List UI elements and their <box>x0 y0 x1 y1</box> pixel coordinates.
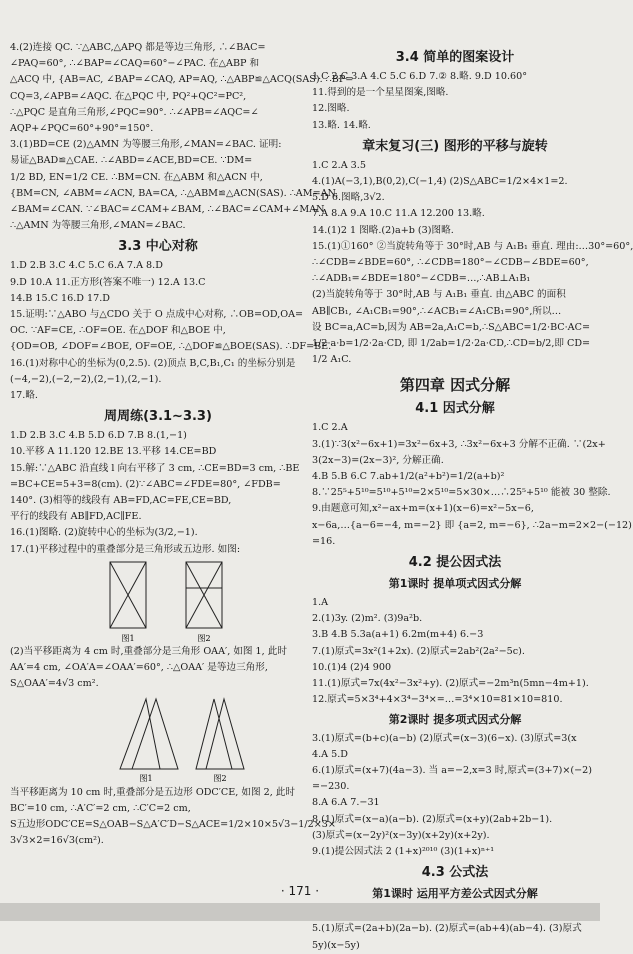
answer-line: AQP+∠PQC=60°+90°=150°. <box>10 123 154 135</box>
answer-line: 17.(1)平移过程中的重叠部分是三角形或五边形. 如图: <box>10 543 241 555</box>
answer-line: 7.(1)原式=3x²(1+2x). (2)原式=2ab²(2a²−5c). <box>312 645 525 657</box>
answer-line: 1.A <box>312 597 329 609</box>
answer-line: =BC+CE=5+3=8(cm). (2)∵∠ABC=∠FDE=80°, ∠FDB= <box>10 478 281 490</box>
page-number: · 171 · <box>280 884 320 898</box>
answer-line: ∴∠CDB=∠BDE=60°, ∴∠CDB=180°−∠CDB−∠BDE=60°, <box>312 257 589 269</box>
answer-line: 10.(1)4 (2)4 900 <box>312 661 392 673</box>
figure-row <box>10 558 306 644</box>
answer-line: CQ=3,∠APB=∠AQC. 在△PQC 中, PQ²+QC²=PC², <box>10 90 247 102</box>
answer-line: 140°. (3)相等的线段有 AB=FD,AC=FE,CE=BD, <box>10 495 232 507</box>
answer-line: 4.(2)连接 QC. ∵△ABC,△APQ 都是等边三角形, ∴∠BAC= <box>10 42 266 53</box>
answer-line: 14.B 15.C 16.D 17.D <box>10 292 110 304</box>
answer-line: △ACQ 中, {AB=AC, ∠BAP=∠CAQ, AP=AQ, ∴△ABP≌△ACQ(SAS). ∴BP= <box>10 74 354 86</box>
answer-line: 1.D 2.B 3.C 4.C 5.C 6.A 7.A 8.D <box>10 260 163 272</box>
answer-line: BC′=10 cm, ∴A′C′=2 cm, ∴C′C=2 cm, <box>10 802 191 814</box>
answer-line: 4.(1)A(−3,1),B(0,2),C(−1,4) (2)S△ABC=1/2×4×1=2. <box>312 176 568 188</box>
answer-line: ∴△AMN 为等腰三角形,∠MAN=∠BAC. <box>10 220 186 232</box>
answer-line: 1.C 2.C 3.A 4.C 5.C 6.D 7.② 8.略. 9.D 10.60° <box>312 71 528 82</box>
answer-line: 平行的线段有 AB∥FD,AC∥FE. <box>10 511 142 523</box>
answer-block <box>10 785 336 850</box>
answer-line: 设 BC=a,AC=b,因为 AB=2a,A₁C=b,∴S△ABC=1/2·BC·AC= <box>312 321 590 333</box>
section-heading: 4.1 因式分解 <box>415 401 495 417</box>
answer-block <box>312 69 598 134</box>
answer-line: 6.(1)原式=(x+7)(4a−3). 当 a=−2,x=3 时,原式=(3+7)×(−2) <box>312 764 593 776</box>
figure-row <box>10 693 306 785</box>
answer-line: 3.(1)原式=(b+c)(a−b) (2)原式=(x−3)(6−x). (3)原式=3(x <box>312 732 577 744</box>
answer-line: 1/2 A₁C. <box>312 354 352 366</box>
answer-line: 8.A 6.A 7.−31 <box>312 797 380 809</box>
answer-line: ∠PAQ=60°, ∴∠BAP=∠CAQ=60°−∠PAC. 在△ABP 和 <box>10 58 260 70</box>
answer-line: 1/2·a·b=1/2·2a·CD, 即 1/2ab=1/2·2a·CD,∴CD=b/2,即 CD= <box>312 338 591 350</box>
answer-line: 3.(1)BD=CE (2)△AMN 为等腰三角形,∠MAN=∠BAC. 证明: <box>10 139 282 151</box>
answer-line: {OD=OB, ∠DOF=∠BOE, OF=OE, ∴△DOF≌△BOE(SAS). ∴DF=BE. <box>10 341 332 353</box>
bottom-binding-bar <box>0 903 600 921</box>
answer-line: 16.(1)对称中心的坐标为(0,2.5). (2)顶点 B,C,B₁,C₁ 的坐标分别是 <box>10 357 296 369</box>
answer-block <box>312 595 598 708</box>
answer-line: 易证△BAD≌△CAE. ∴∠ABD=∠ACE,BD=CE. ∵DM= <box>10 155 253 167</box>
answer-line: 3(2x−3)=(2x−3)², 分解正确. <box>312 454 444 466</box>
answer-line: OC. ∵AF=CE, ∴OF=OE. 在△DOF 和△BOE 中, <box>10 325 226 337</box>
answer-line: 5y)(x−5y) <box>312 939 360 951</box>
answer-line: 15.(1)①160° ②当旋转角等于 30°时,AB 与 A₁B₁ 垂直. 理由:…30°=60°, <box>312 240 633 252</box>
answer-line: {BM=CN, ∠ABM=∠ACN, BA=CA, ∴△ABM≌△ACN(SAS). ∴AM=AN, <box>10 187 339 199</box>
figure-caption: 图2 <box>197 633 211 643</box>
figure-caption: 图1 <box>139 773 153 783</box>
answer-line: AA′=4 cm, ∠OA′A=∠OAA′=60°, ∴△OAA′ 是等边三角形, <box>10 662 268 674</box>
answer-line: 1.C 2.A <box>312 422 348 434</box>
answer-line: S△OAA′=4√3 cm². <box>10 678 99 690</box>
section-heading: 4.2 提公因式法 <box>408 555 502 571</box>
answer-line: AB∥CB₁, ∠A₁CB₁=90°,∴∠ACB₁=∠A₁CB₁=90°,所以… <box>312 305 562 317</box>
answer-line: 2.(1)3y. (2)m². (3)9a²b. <box>312 613 423 625</box>
answer-block <box>312 731 598 861</box>
answer-line: 9.(1)提公因式法 2 (1+x)²⁰¹⁰ (3)(1+x)ⁿ⁺¹ <box>312 845 495 857</box>
right-column <box>312 40 633 954</box>
section-heading: 章末复习(三) 图形的平移与旋转 <box>362 138 548 154</box>
lesson-heading: 第2课时 提多项式因式分解 <box>388 712 522 726</box>
answer-block <box>10 644 306 693</box>
answer-line: 1.D 2.B 3.C 4.B 5.D 6.D 7.B 8.(1,−1) <box>10 430 187 442</box>
answer-line: 13.略. 14.略. <box>312 119 371 131</box>
answer-line: (3)原式=(x−2y)²(x−3y)(x+2y)(x+2y). <box>312 829 490 841</box>
triangle-figures <box>10 693 306 785</box>
answer-line: 9.D 10.A 11.正方形(答案不唯一) 12.A 13.C <box>10 276 206 288</box>
answer-line: S五边形ODC′CE=S△OAB−S△A′C′D−S△ACE=1/2×10×5√3−1/2×3× <box>10 818 336 830</box>
answer-block <box>312 158 633 369</box>
answer-line: 12.原式=5×3⁴+4×3⁴−3⁴×=…=3⁴×10=81×10=810. <box>312 694 563 706</box>
answer-line: 1.C 2.A 3.5 <box>312 159 366 171</box>
answer-line: 5.(1)原式=(2a+b)(2a−b). (2)原式=(ab+4)(ab−4). (3)原式 <box>312 923 582 935</box>
answer-line: =−230. <box>312 781 350 793</box>
answer-line: 1/2 BD, EN=1/2 CE. ∴BM=CN. 在△ABM 和△ACN 中, <box>10 171 263 183</box>
answer-line: ∠BAM=∠CAN. ∵∠BAC=∠CAM+∠BAM, ∴∠BAC=∠CAM+∠MAN. <box>10 204 327 216</box>
answer-block <box>10 428 306 558</box>
answer-line: 4.B 5.B 6.C 7.ab+1/2(a²+b²)=1/2(a+b)² <box>312 471 505 483</box>
answer-line: 8.(1)原式=(x−a)(a−b). (2)原式=(x+y)(2ab+2b−1). <box>312 813 553 825</box>
answer-line: 当平移距离为 10 cm 时,重叠部分是五边形 ODC′CE, 如图 2, 此时 <box>10 786 295 798</box>
answer-line: 14.(1)2 1 图略.(2)a+b (3)图略. <box>312 224 454 236</box>
answer-block <box>312 420 632 550</box>
figure-caption: 图1 <box>121 633 135 643</box>
answer-line: 17.略. <box>10 390 38 402</box>
section-heading: 3.3 中心对称 <box>118 239 198 255</box>
answer-line: ∴∠ADB₁=∠BDE=180°−∠CDB=…,∴AB⊥A₁B₁ <box>312 273 531 285</box>
answer-line: 7.A 8.A 9.A 10.C 11.A 12.200 13.略. <box>312 208 485 220</box>
rect-figures <box>10 558 306 644</box>
section-heading: 3.4 简单的图案设计 <box>395 50 515 65</box>
lesson-heading: 第1课时 提单项式因式分解 <box>388 577 522 591</box>
chapter-heading: 第四章 因式分解 <box>399 376 511 395</box>
answer-line: 10.平移 A 11.120 12.BE 13.平移 14.CE=BD <box>10 446 217 458</box>
answer-line: (−4,−2),(−2,−2),(2,−1),(2,−1). <box>10 373 162 385</box>
answer-line: ∴△PQC 是直角三角形,∠PQC=90°. ∴∠APB=∠AQC=∠ <box>10 106 259 118</box>
answer-line: 3√3×2=16√3(cm²). <box>10 835 104 847</box>
answer-line: 3.B 4.B 5.3a(a+1) 6.2m(m+4) 6.−3 <box>312 629 484 641</box>
section-heading: 4.3 公式法 <box>421 865 489 881</box>
lesson-heading: 第1课时 运用平方差公式因式分解 <box>372 887 538 901</box>
section-heading: 周周练(3.1∼3.3) <box>104 409 212 425</box>
answer-line: x−6a,…{a−6=−4, m=−2} 即 {a=2, m=−6}, ∴2a−m=2×2−(−12) <box>312 519 632 531</box>
answer-line: 8.∵25⁵+5¹⁰=5¹⁰+5¹⁰=2×5¹⁰=5×30×…∴25⁵+5¹⁰ 能被 30 整除. <box>312 487 611 499</box>
answer-line: 15.证明:∵△ABO 与△CDO 关于 O 点成中心对称, ∴OB=OD,OA= <box>10 309 304 321</box>
answer-line: 9.由题意可知,x²−ax+m=(x+1)(x−6)=x²−5x−6, <box>312 503 534 515</box>
answer-line: 11.得到的是一个星星图案,图略. <box>312 87 449 99</box>
answer-line: =16. <box>312 535 336 547</box>
answer-line: (2)当旋转角等于 30°时,AB 与 A₁B₁ 垂直. 由△ABC 的面积 <box>312 289 566 301</box>
answer-line: 11.(1)原式=7x(4x²−3x²+y). (2)原式=−2m³n(5mn−4m+1). <box>312 678 589 690</box>
answer-line: 3.(1)∵3(x²−6x+1)=3x²−6x+3, ∴3x²−6x+3 分解不正确. ∵(2x+ <box>312 438 606 450</box>
answer-line: 15.解:∵△ABC 沿直线 l 向右平移了 3 cm, ∴CE=BD=3 cm, ∴BE <box>10 462 300 474</box>
answer-line: 5.D 6.图略,3√2. <box>312 192 385 204</box>
answer-line: 16.(1)图略. (2)旋转中心的坐标为(3/2,−1). <box>10 527 198 539</box>
figure-caption: 图2 <box>213 773 227 783</box>
answer-line: 4.A 5.D <box>312 748 348 760</box>
answer-line: (2)当平移距离为 4 cm 时,重叠部分是三角形 OAA′, 如图 1, 此时 <box>10 645 287 657</box>
answer-line: 12.图略. <box>312 103 350 115</box>
